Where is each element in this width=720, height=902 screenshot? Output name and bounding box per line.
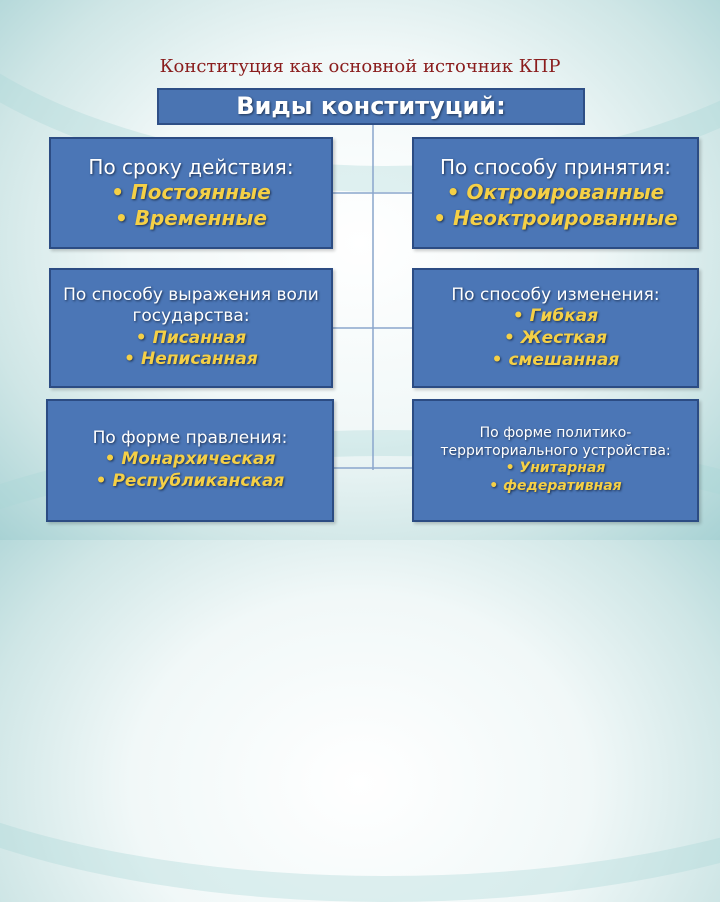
category-box-adoption xyxy=(412,137,699,249)
category-item: • Октроированные xyxy=(433,180,678,206)
category-item: • Унитарная xyxy=(489,460,621,478)
category-item: • Временные xyxy=(111,206,271,232)
category-item: • Неоктроированные xyxy=(433,206,678,232)
category-heading: По форме политико-территориального устройства: xyxy=(440,425,671,459)
category-heading: По способу изменения: xyxy=(451,284,660,305)
category-box-term xyxy=(49,137,333,249)
category-item: • Монархическая xyxy=(96,449,285,471)
category-item: • Писанная xyxy=(124,328,258,350)
category-items xyxy=(489,460,621,496)
category-box-territorial-structure xyxy=(412,399,699,522)
category-item: • Гибкая xyxy=(492,306,620,328)
category-items xyxy=(124,328,258,372)
category-heading: По способу выражения воли государства: xyxy=(63,285,319,327)
category-item: • Жесткая xyxy=(492,328,620,350)
category-items xyxy=(433,180,678,231)
category-item: • смешанная xyxy=(492,350,620,372)
category-item: • Республиканская xyxy=(96,471,285,493)
category-items xyxy=(96,449,285,493)
category-item: • Постоянные xyxy=(111,180,271,206)
category-items xyxy=(111,180,271,231)
banner-types-of-constitutions: Виды конституций: xyxy=(157,88,585,125)
category-item: • Неписанная xyxy=(124,349,258,371)
category-item: • федеративная xyxy=(489,478,621,496)
category-heading: По способу принятия: xyxy=(440,154,671,179)
category-box-government-form xyxy=(46,399,334,522)
slide-title: Конституция как основной источник КПР xyxy=(159,56,561,77)
category-heading: По форме правления: xyxy=(92,428,288,449)
category-box-amendment xyxy=(412,268,699,388)
category-box-expression xyxy=(49,268,333,388)
category-items xyxy=(492,306,620,371)
category-heading: По сроку действия: xyxy=(88,154,294,179)
